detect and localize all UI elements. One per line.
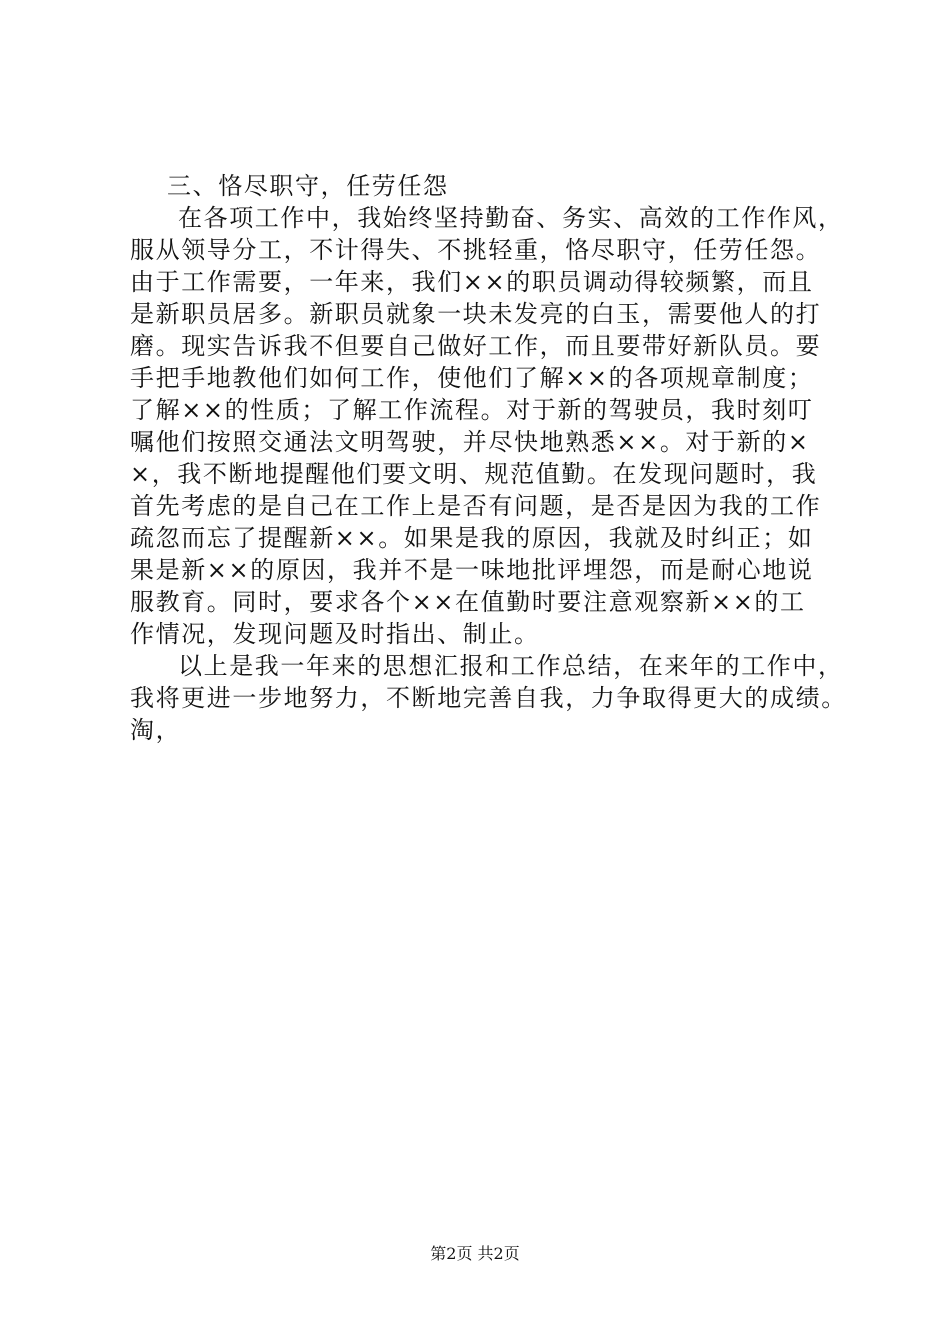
paragraph-line: 以上是我一年来的思想汇报和工作总结，在来年的工作中， — [178, 652, 844, 680]
paragraph-line: 我将更进一步地努力，不断地完善自我，力争取得更大的成绩。 — [130, 684, 847, 712]
page-footer: 第2页 共2页 — [430, 1244, 520, 1263]
paragraph-line: 服教育。同时，要求各个××在值勤时要注意观察新××的工 — [130, 588, 806, 616]
paragraph-line: 是新职员居多。新职员就象一块未发亮的白玉，需要他人的打 — [130, 300, 822, 328]
paragraph-line: 了解××的性质；了解工作流程。对于新的驾驶员，我时刻叮 — [130, 396, 814, 424]
paragraph-line: 作情况，发现问题及时指出、制止。 — [130, 620, 540, 648]
paragraph-line: ×，我不断地提醒他们要文明、规范值勤。在发现问题时，我 — [130, 460, 818, 488]
paragraph-line: 嘱他们按照交通法文明驾驶，并尽快地熟悉××。对于新的× — [130, 428, 810, 456]
document-body — [130, 170, 850, 746]
paragraph-line: 手把手地教他们如何工作，使他们了解××的各项规章制度； — [130, 364, 814, 392]
paragraph-line: 磨。现实告诉我不但要自己做好工作，而且要带好新队员。要 — [130, 332, 822, 360]
paragraph-line: 果是新××的原因，我并不是一味地批评埋怨，而是耐心地说 — [130, 556, 814, 584]
paragraph-line: 首先考虑的是自己在工作上是否有问题，是否是因为我的工作 — [130, 492, 822, 520]
paragraph-line: 服从领导分工，不计得失、不挑轻重，恪尽职守，任劳任怨。 — [130, 236, 822, 264]
section-heading: 三、恪尽职守，任劳任怨 — [167, 172, 449, 200]
paragraph-line: 疏忽而忘了提醒新××。如果是我的原因，我就及时纠正；如 — [130, 524, 814, 552]
paragraph-line: 在各项工作中，我始终坚持勤奋、务实、高效的工作作风， — [178, 204, 844, 232]
paragraph-line: 由于工作需要，一年来，我们××的职员调动得较频繁，而且 — [130, 268, 814, 296]
paragraph-line: 淘， — [130, 716, 182, 744]
